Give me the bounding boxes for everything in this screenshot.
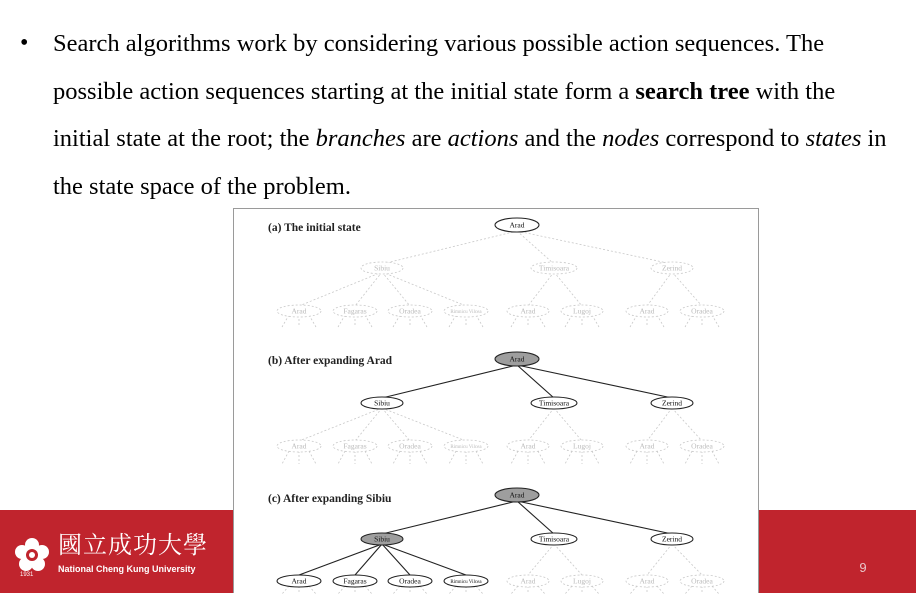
- tree-node-timisoara: [531, 533, 577, 545]
- svg-text:Fagaras: Fagaras: [343, 306, 367, 316]
- term-actions: actions: [447, 125, 519, 152]
- text-segment: Search algorithms work by considering various possible action sequences. The possible action sequences starting at the initial state form a: [53, 30, 825, 105]
- tree-node-lugoj: [561, 575, 603, 587]
- svg-text:Arad: Arad: [291, 441, 307, 451]
- svg-text:Zerind: Zerind: [662, 398, 682, 408]
- tree-node-root: [495, 218, 539, 232]
- tree-node-arad: [626, 440, 668, 452]
- text-segment: with the initial state at the root; the: [53, 77, 836, 152]
- panel-b-title: (b) After expanding Arad: [268, 355, 393, 367]
- university-logo: [12, 528, 212, 580]
- tree-node-arad: [626, 305, 668, 317]
- text-segment: in the state space of the problem.: [53, 125, 887, 200]
- svg-text:Oradea: Oradea: [399, 306, 421, 316]
- tree-node-sibiu: [361, 533, 403, 545]
- tree-node-arad: [507, 305, 549, 317]
- tree-node-root: [495, 352, 539, 366]
- tree-node-sibiu: [361, 397, 403, 409]
- svg-text:Arad: Arad: [509, 490, 525, 500]
- tree-node-rimnicu: [444, 305, 488, 317]
- tree-node-rimnicu: [444, 575, 488, 587]
- svg-text:Arad: Arad: [291, 306, 307, 316]
- tree-node-fagaras: [333, 440, 377, 452]
- svg-text:Timisoara: Timisoara: [538, 263, 570, 273]
- svg-text:Rimnicu Vilcea: Rimnicu Vilcea: [450, 445, 482, 450]
- tree-node-zerind: [651, 533, 693, 545]
- tree-node-oradea: [388, 575, 432, 587]
- panel-a-title: (a) The initial state: [268, 222, 361, 234]
- svg-text:Arad: Arad: [520, 576, 536, 586]
- tree-node-lugoj: [561, 305, 603, 317]
- tree-node-oradea: [680, 440, 724, 452]
- svg-text:Arad: Arad: [291, 576, 307, 586]
- slide-body-text: [53, 20, 898, 210]
- svg-text:Sibiu: Sibiu: [374, 263, 390, 273]
- term-branches: branches: [315, 125, 406, 152]
- svg-text:Oradea: Oradea: [691, 441, 713, 451]
- svg-text:Arad: Arad: [520, 306, 536, 316]
- text-segment: are: [405, 125, 448, 152]
- tree-node-zerind: [651, 397, 693, 409]
- tree-node-oradea: [680, 305, 724, 317]
- tree-node-oradea: [388, 305, 432, 317]
- tree-node-arad: [507, 440, 549, 452]
- svg-text:Rimnicu Vilcea: Rimnicu Vilcea: [450, 310, 482, 315]
- svg-text:Arad: Arad: [639, 441, 655, 451]
- svg-text:Timisoara: Timisoara: [538, 398, 570, 408]
- svg-text:Oradea: Oradea: [399, 576, 421, 586]
- svg-text:Lugoj: Lugoj: [573, 576, 591, 586]
- search-tree-diagram: [234, 209, 760, 594]
- tree-node-arad: [277, 575, 321, 587]
- tree-node-sibiu: [361, 262, 403, 274]
- svg-text:Arad: Arad: [509, 220, 525, 230]
- panel-c-title: (c) After expanding Sibiu: [268, 493, 392, 505]
- tree-node-zerind: [651, 262, 693, 274]
- svg-text:Arad: Arad: [520, 441, 536, 451]
- tree-node-arad: [507, 575, 549, 587]
- svg-text:Fagaras: Fagaras: [343, 576, 367, 586]
- svg-text:Oradea: Oradea: [399, 441, 421, 451]
- tree-node-oradea: [388, 440, 432, 452]
- bullet-marker: •: [20, 30, 29, 56]
- tree-node-arad: [277, 440, 321, 452]
- svg-text:Sibiu: Sibiu: [374, 398, 390, 408]
- svg-text:Zerind: Zerind: [662, 263, 682, 273]
- tree-node-timisoara: [531, 262, 577, 274]
- tree-node-oradea: [680, 575, 724, 587]
- text-segment: correspond to: [659, 125, 806, 152]
- term-nodes: nodes: [602, 125, 660, 152]
- svg-text:Oradea: Oradea: [691, 576, 713, 586]
- term-search-tree: search tree: [635, 77, 750, 105]
- svg-text:Lugoj: Lugoj: [573, 441, 591, 451]
- term-states: states: [805, 125, 862, 152]
- tree-node-arad: [626, 575, 668, 587]
- tree-node-lugoj: [561, 440, 603, 452]
- tree-node-fagaras: [333, 305, 377, 317]
- svg-text:Arad: Arad: [639, 306, 655, 316]
- svg-text:Oradea: Oradea: [691, 306, 713, 316]
- svg-text:Zerind: Zerind: [662, 534, 682, 544]
- university-name-chinese: 國立成功大學: [58, 531, 208, 559]
- tree-node-timisoara: [531, 397, 577, 409]
- university-name-english: National Cheng Kung University: [58, 564, 196, 574]
- tree-node-arad: [277, 305, 321, 317]
- svg-text:Sibiu: Sibiu: [374, 534, 390, 544]
- text-segment: and the: [518, 125, 603, 152]
- svg-text:Lugoj: Lugoj: [573, 306, 591, 316]
- svg-text:Rimnicu Vilcea: Rimnicu Vilcea: [450, 580, 482, 585]
- university-founding-year: 1931: [20, 572, 34, 578]
- svg-text:Arad: Arad: [639, 576, 655, 586]
- search-tree-figure: [233, 208, 759, 593]
- tree-node-rimnicu: [444, 440, 488, 452]
- svg-text:Timisoara: Timisoara: [538, 534, 570, 544]
- page-number: 9: [859, 560, 867, 575]
- svg-text:Arad: Arad: [509, 354, 525, 364]
- tree-node-root: [495, 488, 539, 502]
- ncku-emblem-icon: [12, 536, 52, 576]
- svg-text:Fagaras: Fagaras: [343, 441, 367, 451]
- tree-node-fagaras: [333, 575, 377, 587]
